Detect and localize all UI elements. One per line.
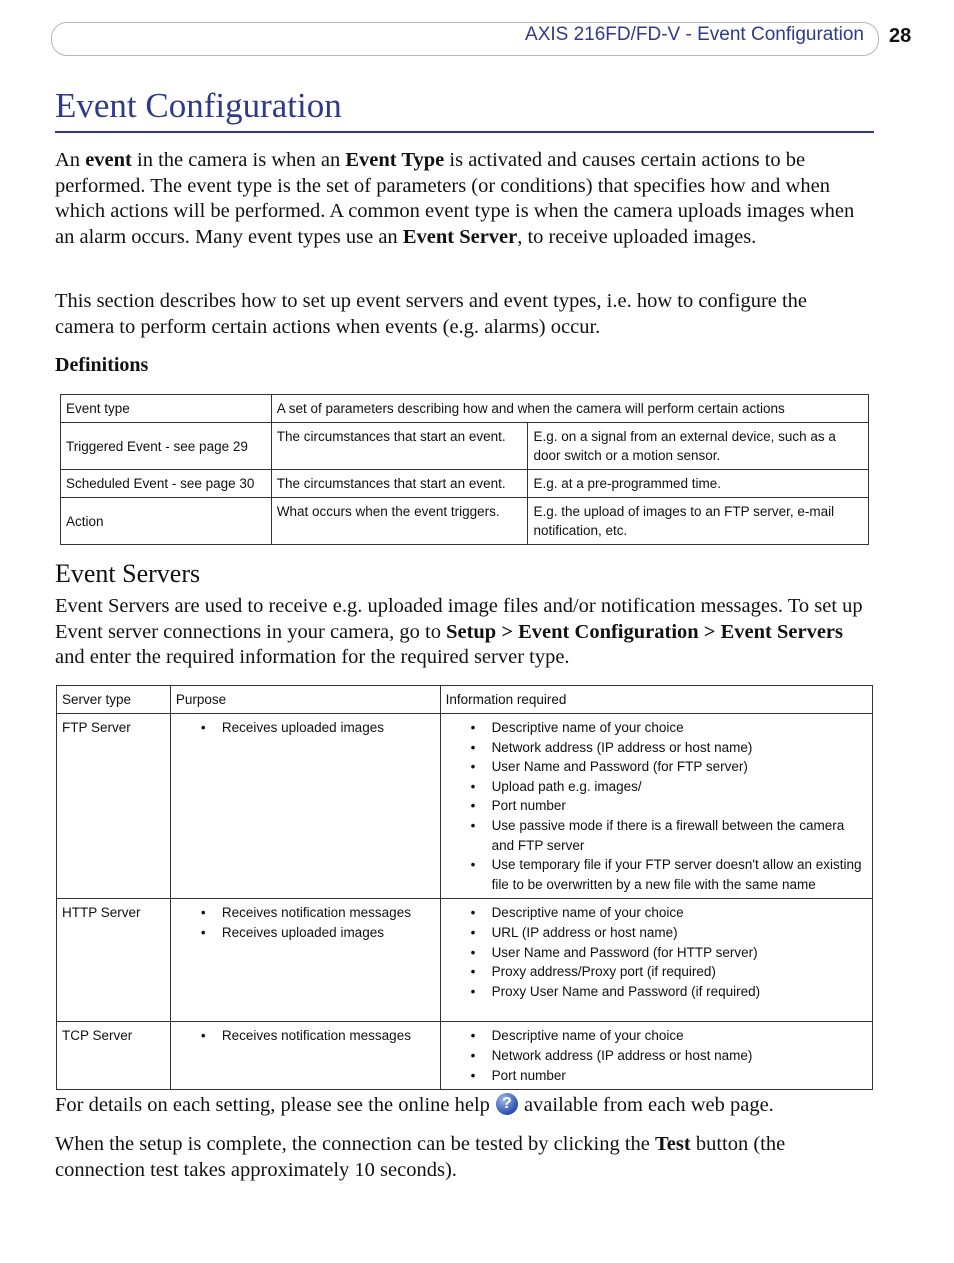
- info-cell: [440, 1022, 872, 1090]
- list-item: • Use temporary file if your FTP server doesn't allow an existing file to be overwritten by a new file with the same name: [446, 855, 867, 894]
- definition-example: E.g. at a pre-programmed time.: [528, 470, 869, 498]
- list-item: • Upload path e.g. images/: [446, 777, 867, 797]
- definition-example: E.g. on a signal from an external device, such as a door switch or a motion sensor.: [528, 423, 869, 470]
- header-title: AXIS 216FD/FD-V - Event Configuration: [525, 24, 864, 45]
- page-number: 28: [889, 25, 912, 47]
- servers-table: [56, 685, 873, 1090]
- table-row: [57, 1022, 873, 1090]
- event-servers-paragraph: Event Servers are used to receive e.g. uploaded image files and/or notification messages. To set up Event server connections in your camera, go to Setup > Event Configuration > Event Servers and enter the required information for the required server type.: [55, 595, 863, 668]
- section-description: This section describes how to set up event servers and event types, i.e. how to configure the camera to perform certain actions when events (e.g. alarms) occur.: [55, 290, 808, 338]
- help-icon[interactable]: ?: [496, 1093, 518, 1115]
- purpose-cell: [170, 1022, 440, 1090]
- list-item: • Receives notification messages: [176, 903, 435, 923]
- info-cell: [440, 899, 872, 1022]
- list-item: • Proxy address/Proxy port (if required): [446, 962, 867, 982]
- definitions-heading: Definitions: [55, 354, 149, 376]
- definition-desc: A set of parameters describing how and when the camera will perform certain actions: [271, 395, 868, 423]
- list-item: • User Name and Password (for FTP server): [446, 757, 867, 777]
- list-item: • Descriptive name of your choice: [446, 903, 867, 923]
- table-row: [61, 470, 869, 498]
- table-header-row: [57, 686, 873, 714]
- column-header: Information required: [440, 686, 872, 714]
- info-cell: [440, 714, 872, 899]
- list-item: • Receives uploaded images: [176, 923, 435, 943]
- definitions-table: [60, 394, 869, 545]
- list-item: • Descriptive name of your choice: [446, 1026, 867, 1046]
- title-rule: [55, 131, 874, 133]
- list-item: • Descriptive name of your choice: [446, 718, 867, 738]
- page-title: Event Configuration: [55, 86, 342, 125]
- list-item: • Port number: [446, 796, 867, 816]
- list-item: • Network address (IP address or host name): [446, 1046, 867, 1066]
- intro-paragraph: An event in the camera is when an Event Type is activated and causes certain actions to be performed. The event type is the set of parameters (or conditions) that specifies how and when which actions will be performed. A common event type is when the camera uploads images when an alarm occurs. Many event types use an Event Server, to receive uploaded images.: [55, 149, 855, 248]
- event-servers-heading: Event Servers: [55, 559, 201, 588]
- purpose-cell: [170, 899, 440, 1022]
- definition-desc: What occurs when the event triggers.: [271, 498, 528, 545]
- list-item: • Use passive mode if there is a firewall between the camera and FTP server: [446, 816, 867, 855]
- list-item: • Port number: [446, 1066, 867, 1086]
- list-item: • User Name and Password (for HTTP server): [446, 943, 867, 963]
- table-row: [57, 899, 873, 1022]
- list-item: • Proxy User Name and Password (if required): [446, 982, 867, 1002]
- definition-term: Action: [61, 498, 272, 545]
- table-row: [61, 498, 869, 545]
- server-type: HTTP Server: [57, 899, 171, 1022]
- list-item: • URL (IP address or host name): [446, 923, 867, 943]
- help-paragraph: For details on each setting, please see the online help ? available from each web page.: [55, 1094, 774, 1116]
- column-header: Server type: [57, 686, 171, 714]
- server-type: TCP Server: [57, 1022, 171, 1090]
- table-row: [57, 714, 873, 899]
- table-row: [61, 423, 869, 470]
- table-row: [61, 395, 869, 423]
- purpose-cell: [170, 714, 440, 899]
- definition-example: E.g. the upload of images to an FTP server, e-mail notification, etc.: [528, 498, 869, 545]
- definition-term: Scheduled Event - see page 30: [61, 470, 272, 498]
- column-header: Purpose: [170, 686, 440, 714]
- definition-desc: The circumstances that start an event.: [271, 423, 528, 470]
- list-item: • Network address (IP address or host name): [446, 738, 867, 758]
- list-item: • Receives uploaded images: [176, 718, 435, 738]
- server-type: FTP Server: [57, 714, 171, 899]
- definition-desc: The circumstances that start an event.: [271, 470, 528, 498]
- list-item: • Receives notification messages: [176, 1026, 435, 1046]
- definition-term: Event type: [61, 395, 272, 423]
- test-paragraph: When the setup is complete, the connection can be tested by clicking the Test button (the connection test takes approximately 10 seconds).: [55, 1133, 786, 1181]
- definition-term: Triggered Event - see page 29: [61, 423, 272, 470]
